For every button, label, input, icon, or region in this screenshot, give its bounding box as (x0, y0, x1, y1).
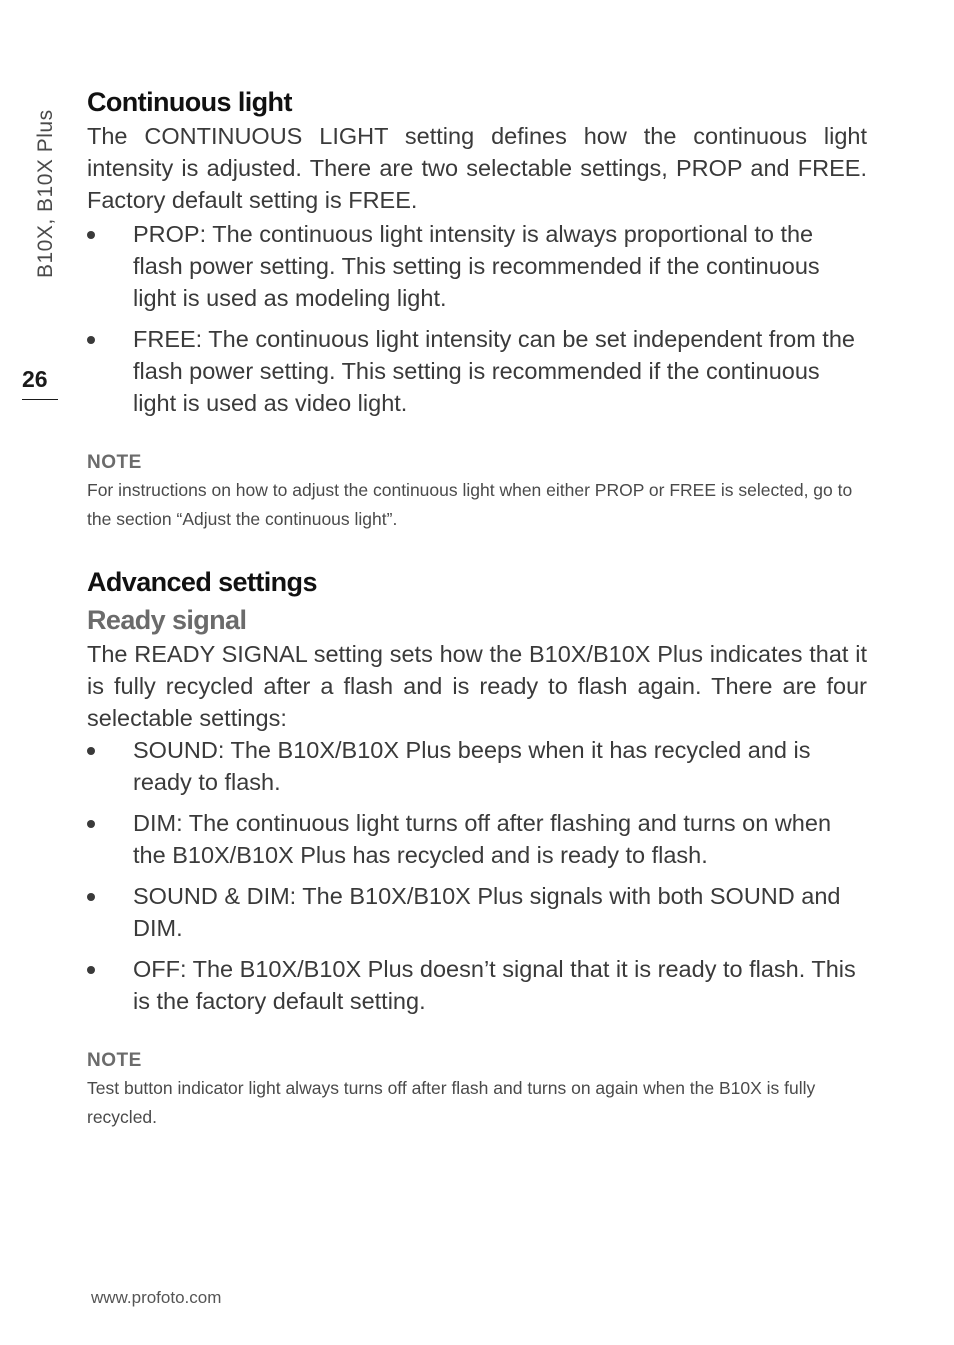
note-label: NOTE (87, 452, 142, 473)
ready-signal-heading: Ready signal (87, 605, 247, 635)
ready-signal-intro: The READY SIGNAL setting sets how the B10X/B10X Plus indicates that it is fully recycled after a flash and is ready to flash again. There are four selectable settings: (87, 641, 867, 731)
page-number: 26 (22, 366, 58, 400)
advanced-settings-heading: Advanced settings (87, 567, 317, 597)
ready-signal-options (87, 734, 867, 1017)
note-label: NOTE (87, 1050, 142, 1071)
list-item-text: SOUND: The B10X/B10X Plus beeps when it has recycled and is ready to flash. (133, 737, 811, 795)
list-item (87, 734, 867, 798)
side-title (20, 90, 72, 280)
list-item (87, 880, 867, 944)
bullet-icon (87, 747, 95, 755)
list-item-text: DIM: The continuous light turns off after flashing and turns on when the B10X/B10X Plus has recycled and is ready to flash. (133, 810, 832, 868)
bullet-icon (87, 893, 95, 901)
list-item (87, 807, 867, 871)
list-item-text: PROP: The continuous light intensity is always proportional to the flash power setting. This setting is recommended if the continuous light is used as modeling light. (133, 221, 820, 311)
continuous-light-intro: The CONTINUOUS LIGHT setting defines how the continuous light intensity is adjusted. There are two selectable settings, PROP and FREE. Factory default setting is FREE. (87, 123, 867, 213)
bullet-icon (87, 336, 95, 344)
list-item (87, 953, 867, 1017)
bullet-icon (87, 820, 95, 828)
list-item-text: FREE: The continuous light intensity can be set independent from the flash power setting. This setting is recommended if the continuous light is used as video light. (133, 326, 855, 416)
list-item-text: OFF: The B10X/B10X Plus doesn’t signal that it is ready to flash. This is the factory default setting. (133, 956, 856, 1014)
footer-url: www.profoto.com (91, 1288, 222, 1307)
list-item (87, 323, 867, 419)
bullet-icon (87, 231, 95, 239)
product-name: B10X, B10X Plus (34, 109, 57, 278)
note-text: For instructions on how to adjust the continuous light when either PROP or FREE is selected, go to the section “Adjust the continuous light”. (87, 480, 853, 529)
list-item (87, 218, 867, 314)
note-text: Test button indicator light always turns off after flash and turns on again when the B10X is fully recycled. (87, 1078, 816, 1127)
bullet-icon (87, 966, 95, 974)
continuous-light-heading: Continuous light (87, 87, 292, 117)
continuous-light-options (87, 218, 867, 419)
main-content (87, 84, 867, 1132)
list-item-text: SOUND & DIM: The B10X/B10X Plus signals with both SOUND and DIM. (133, 883, 841, 941)
